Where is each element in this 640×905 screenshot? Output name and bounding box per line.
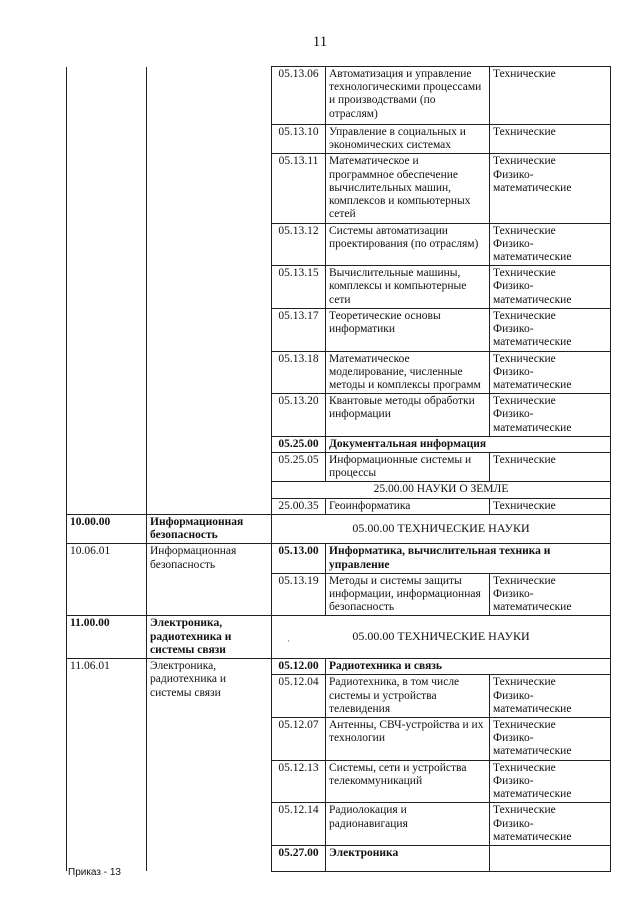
empty-cell xyxy=(67,223,147,266)
science-field xyxy=(490,453,611,482)
table-row xyxy=(67,573,611,616)
specialty-name: Теоретические основы информатики xyxy=(326,308,490,351)
section-code: 10.00.00 xyxy=(67,514,147,543)
field-label: Физико-математические xyxy=(493,168,572,194)
empty-cell xyxy=(67,482,147,498)
specialty-name: Математическое и программное обеспечение вычислительных машин, комплексов и компьютерных сетей xyxy=(326,154,490,223)
specialty-table xyxy=(66,66,611,872)
empty-cell xyxy=(147,573,272,616)
field-label: Технические xyxy=(493,309,556,322)
specialty-name: Управление в социальных и экономических системах xyxy=(326,125,490,154)
specialty-code: 05.12.13 xyxy=(272,760,326,803)
empty-cell xyxy=(147,223,272,266)
field-label: Технические xyxy=(493,68,556,80)
science-field xyxy=(490,351,611,394)
science-field xyxy=(490,717,611,760)
empty-cell xyxy=(67,573,147,616)
specialty-code: 05.13.06 xyxy=(272,67,326,125)
science-field xyxy=(490,125,611,154)
specialty-code: 05.13.20 xyxy=(272,394,326,437)
specialty-code: 25.00.35 xyxy=(272,498,326,514)
empty-cell xyxy=(147,436,272,452)
field-label: Физико-математические xyxy=(493,280,572,306)
direction-code: 11.06.01 xyxy=(67,659,147,872)
table-row xyxy=(67,223,611,266)
group-name: Документальная информация xyxy=(326,436,611,452)
empty-cell xyxy=(147,482,272,498)
empty-cell xyxy=(67,67,147,125)
group-name: Электроника xyxy=(326,845,490,871)
specialty-name: Автоматизация и управление технологическими процессами и производствами (по отраслям) xyxy=(326,67,490,125)
science-field xyxy=(490,223,611,266)
science-field xyxy=(490,498,611,514)
field-label: Физико-математические xyxy=(493,817,572,843)
section-header-row xyxy=(67,514,611,543)
empty-cell xyxy=(147,67,272,125)
empty-cell xyxy=(147,266,272,309)
science-header-row xyxy=(67,482,611,498)
footer-label: Приказ - 13 xyxy=(68,867,121,878)
empty-cell xyxy=(67,154,147,223)
field-label: Физико-математические xyxy=(493,732,572,758)
science-header: 05.00.00 ТЕХНИЧЕСКИЕ НАУКИ xyxy=(272,514,611,543)
table-row xyxy=(67,351,611,394)
specialty-code: 05.13.10 xyxy=(272,125,326,154)
table-row xyxy=(67,308,611,351)
field-label: Технические xyxy=(493,454,556,467)
specialty-code: 05.13.18 xyxy=(272,351,326,394)
specialty-name: Антенны, СВЧ-устройства и их технологии xyxy=(326,717,490,760)
science-field xyxy=(490,573,611,616)
science-field xyxy=(490,67,611,125)
specialty-code: 05.25.05 xyxy=(272,453,326,482)
field-label: Физико-математические xyxy=(493,588,572,614)
table-row xyxy=(67,453,611,482)
specialty-name: Радиолокация и радионавигация xyxy=(326,803,490,846)
table-row xyxy=(67,67,611,125)
empty-cell xyxy=(67,125,147,154)
group-row xyxy=(67,659,611,675)
empty-cell xyxy=(67,436,147,452)
field-label: Технические xyxy=(493,155,556,168)
specialty-code: 05.13.17 xyxy=(272,308,326,351)
field-label: Технические xyxy=(493,395,556,408)
group-row xyxy=(67,436,611,452)
section-name: Информационная безопасность xyxy=(147,514,272,543)
group-code: 05.13.00 xyxy=(272,544,326,573)
science-header: 05.00.00 ТЕХНИЧЕСКИЕ НАУКИ xyxy=(272,616,611,659)
specialty-code: 05.12.04 xyxy=(272,675,326,718)
empty-cell xyxy=(147,394,272,437)
field-label: Технические xyxy=(493,499,556,512)
section-code: 11.00.00 xyxy=(67,616,147,659)
specialty-name: Системы, сети и устройства телекоммуникаций xyxy=(326,760,490,803)
science-field xyxy=(490,308,611,351)
science-field xyxy=(490,675,611,718)
field-label: Технические xyxy=(493,804,556,817)
specialty-name: Геоинформатика xyxy=(326,498,490,514)
section-header-row xyxy=(67,616,611,659)
specialty-code: 05.13.12 xyxy=(272,223,326,266)
empty-cell xyxy=(147,308,272,351)
science-field xyxy=(490,266,611,309)
specialty-name: Радиотехника, в том числе системы и устройства телевидения xyxy=(326,675,490,718)
table-row xyxy=(67,498,611,514)
science-header: 25.00.00 НАУКИ О ЗЕМЛЕ xyxy=(272,482,611,498)
science-field xyxy=(490,394,611,437)
empty-cell xyxy=(147,498,272,514)
field-label: Технические xyxy=(493,267,556,280)
specialty-code: 05.13.19 xyxy=(272,573,326,616)
science-field xyxy=(490,154,611,223)
group-code: 05.12.00 xyxy=(272,659,326,675)
specialty-code: 05.13.11 xyxy=(272,154,326,223)
table-row xyxy=(67,394,611,437)
scan-mark: · xyxy=(287,636,290,646)
empty-cell xyxy=(147,453,272,482)
field-label: Технические xyxy=(493,352,556,365)
field-label: Физико-математические xyxy=(493,774,572,801)
page-number: 11 xyxy=(312,34,328,50)
table-row xyxy=(67,125,611,154)
specialty-name: Методы и системы защиты информации, информационная безопасность xyxy=(326,573,490,616)
direction-code: 10.06.01 xyxy=(67,544,147,573)
empty-cell xyxy=(67,453,147,482)
group-row xyxy=(67,544,611,573)
specialty-name: Информационные системы и процессы xyxy=(326,453,490,482)
group-name: Информатика, вычислительная техника и управление xyxy=(326,544,611,573)
empty-cell xyxy=(490,845,611,871)
group-name: Радиотехника и связь xyxy=(326,659,611,675)
empty-cell xyxy=(67,394,147,437)
empty-cell xyxy=(147,351,272,394)
specialty-code: 05.12.07 xyxy=(272,717,326,760)
field-label: Технические xyxy=(493,224,556,237)
empty-cell xyxy=(67,308,147,351)
specialty-name: Математическое моделирование, численные методы и комплексы программ xyxy=(326,351,490,394)
field-label: Технические xyxy=(493,574,556,587)
empty-cell xyxy=(147,154,272,223)
science-field xyxy=(490,760,611,803)
specialty-code: 05.12.14 xyxy=(272,803,326,846)
field-label: Физико-математические xyxy=(493,365,572,391)
field-label: Физико-математические xyxy=(493,408,572,434)
direction-name: Электроника, радиотехника и системы связи xyxy=(147,659,272,872)
field-label: Технические xyxy=(493,761,556,774)
empty-cell xyxy=(67,266,147,309)
field-label: Физико-математические xyxy=(493,689,572,715)
empty-cell xyxy=(67,351,147,394)
group-code: 05.27.00 xyxy=(272,845,326,871)
specialty-name: Системы автоматизации проектирования (по отраслям) xyxy=(326,223,490,266)
direction-name: Информационная безопасность xyxy=(147,544,272,573)
group-code: 05.25.00 xyxy=(272,436,326,452)
field-label: Физико-математические xyxy=(493,323,572,349)
field-label: Технические xyxy=(493,126,556,138)
empty-cell xyxy=(147,125,272,154)
empty-cell xyxy=(67,498,147,514)
specialty-name: Вычислительные машины, комплексы и компьютерные сети xyxy=(326,266,490,309)
field-label: Физико-математические xyxy=(493,237,572,263)
specialty-name: Квантовые методы обработки информации xyxy=(326,394,490,437)
section-name: Электроника, радиотехника и системы связи xyxy=(147,616,272,659)
specialty-code: 05.13.15 xyxy=(272,266,326,309)
table-row xyxy=(67,154,611,223)
field-label: Технические xyxy=(493,718,556,731)
table-row xyxy=(67,266,611,309)
field-label: Технические xyxy=(493,676,556,689)
science-field xyxy=(490,803,611,846)
